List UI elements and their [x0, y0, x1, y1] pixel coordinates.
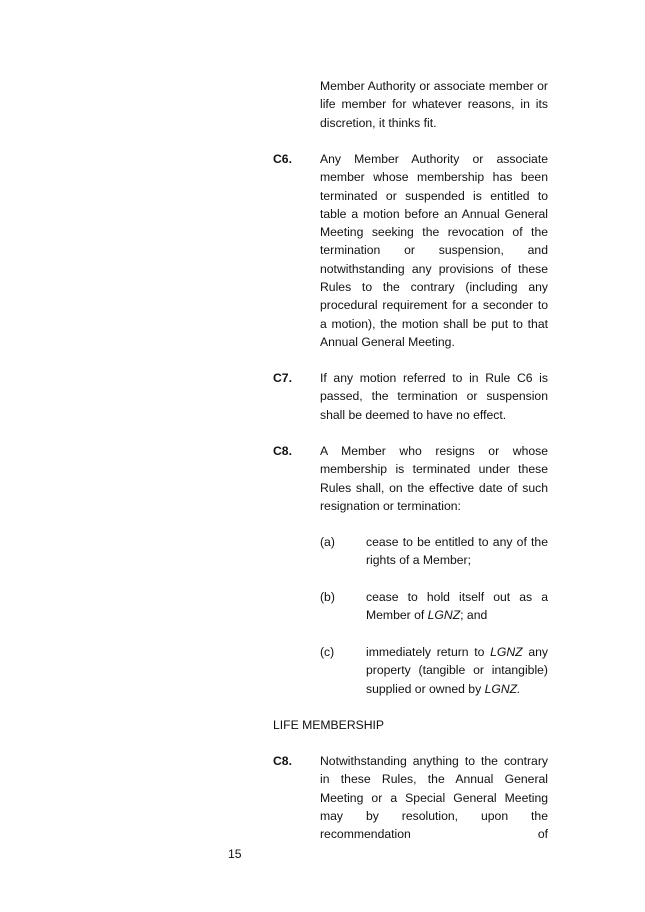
clause-number-c8: C8.: [273, 444, 292, 458]
page-number: 15: [228, 847, 242, 861]
clause-number-c6: C6.: [273, 152, 292, 166]
subclause-c-text: immediately return to LGNZ any property (tangible or intangible) supplied or owned by LGNZ.: [366, 645, 548, 696]
continuation-paragraph: Member Authority or associate member or life member for whatever reasons, in its discretion, it thinks fit.: [320, 79, 548, 130]
subclause-a-text: cease to be entitled to any of the rights of a Member;: [366, 535, 548, 568]
subclause-b-text: cease to hold itself out as a Member of LGNZ; and: [366, 590, 548, 623]
section-heading-life-membership: LIFE MEMBERSHIP: [273, 718, 385, 732]
clause-c6-text: Any Member Authority or associate member whose membership has been terminated or suspended is entitled to table a motion before an Annual General Meeting seeking the revocation of the termination or suspension, and notwithstanding any provisions of these Rules to the contrary (including any procedural requirement for a seconder to a motion), the motion shall be put to that Annual General Meeting.: [320, 152, 548, 349]
clause-c8-text: A Member who resigns or whose membership is terminated under these Rules shall, on the effective date of such resignation or termination:: [320, 444, 548, 513]
life-clause-text: Notwithstanding anything to the contrary in these Rules, the Annual General Meeting or a Special General Meeting may by resolution, upon the recommendation of: [320, 754, 548, 842]
clause-number-c7: C7.: [273, 371, 292, 385]
subclause-label-c: (c): [320, 645, 335, 659]
clause-c7-text: If any motion referred to in Rule C6 is passed, the termination or suspension shall be deemed to have no effect.: [320, 371, 548, 422]
subclause-label-b: (b): [320, 590, 335, 604]
clause-number-life-c8: C8.: [273, 754, 292, 768]
subclause-label-a: (a): [320, 535, 335, 549]
